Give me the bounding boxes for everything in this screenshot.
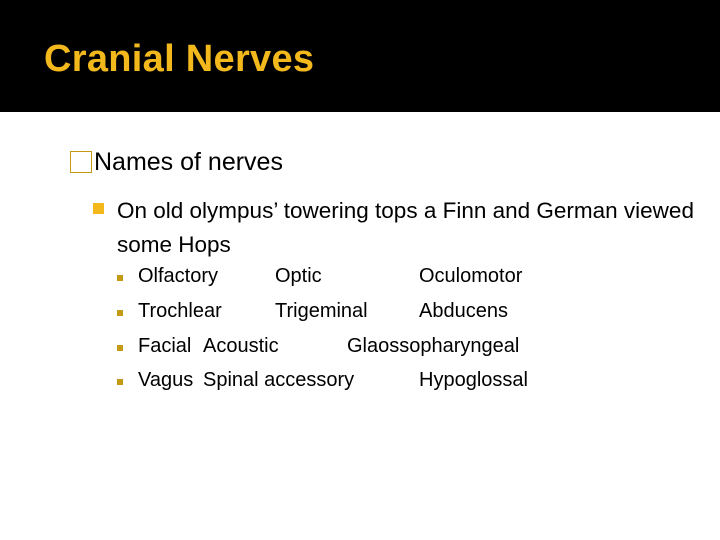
- bullet-level-2: [93, 194, 703, 262]
- nerve-name: Glaossopharyngeal: [347, 335, 520, 357]
- title-bar: [0, 0, 720, 112]
- nerve-name: Optic: [275, 265, 322, 287]
- small-square-bullet-icon: [117, 310, 123, 316]
- missing-glyph-icon: [70, 151, 92, 173]
- small-square-bullet-icon: [117, 345, 123, 351]
- nerve-name: Hypoglossal: [419, 369, 528, 391]
- nerve-name: Olfactory: [138, 265, 219, 287]
- nerve-name: Acoustic: [203, 335, 279, 357]
- nerve-name: Abducens: [419, 300, 508, 322]
- bullet-level-1-text: Names of nerves: [94, 148, 283, 176]
- small-square-bullet-icon: [117, 379, 123, 385]
- mnemonic-text: On old olympus’ towering tops a Finn and German viewed some Hops: [117, 198, 694, 257]
- nerve-name: Facial: [138, 335, 192, 357]
- nerve-name: Spinal accessory: [203, 369, 355, 391]
- nerve-name: Trigeminal: [275, 300, 368, 322]
- nerve-name: Vagus: [138, 369, 194, 391]
- bullet-level-1: [70, 148, 283, 177]
- slide-title: Cranial Nerves: [44, 38, 315, 80]
- small-square-bullet-icon: [117, 275, 123, 281]
- nerve-name: Oculomotor: [419, 265, 523, 287]
- square-bullet-icon: [93, 203, 104, 214]
- nerve-name: Trochlear: [138, 300, 222, 322]
